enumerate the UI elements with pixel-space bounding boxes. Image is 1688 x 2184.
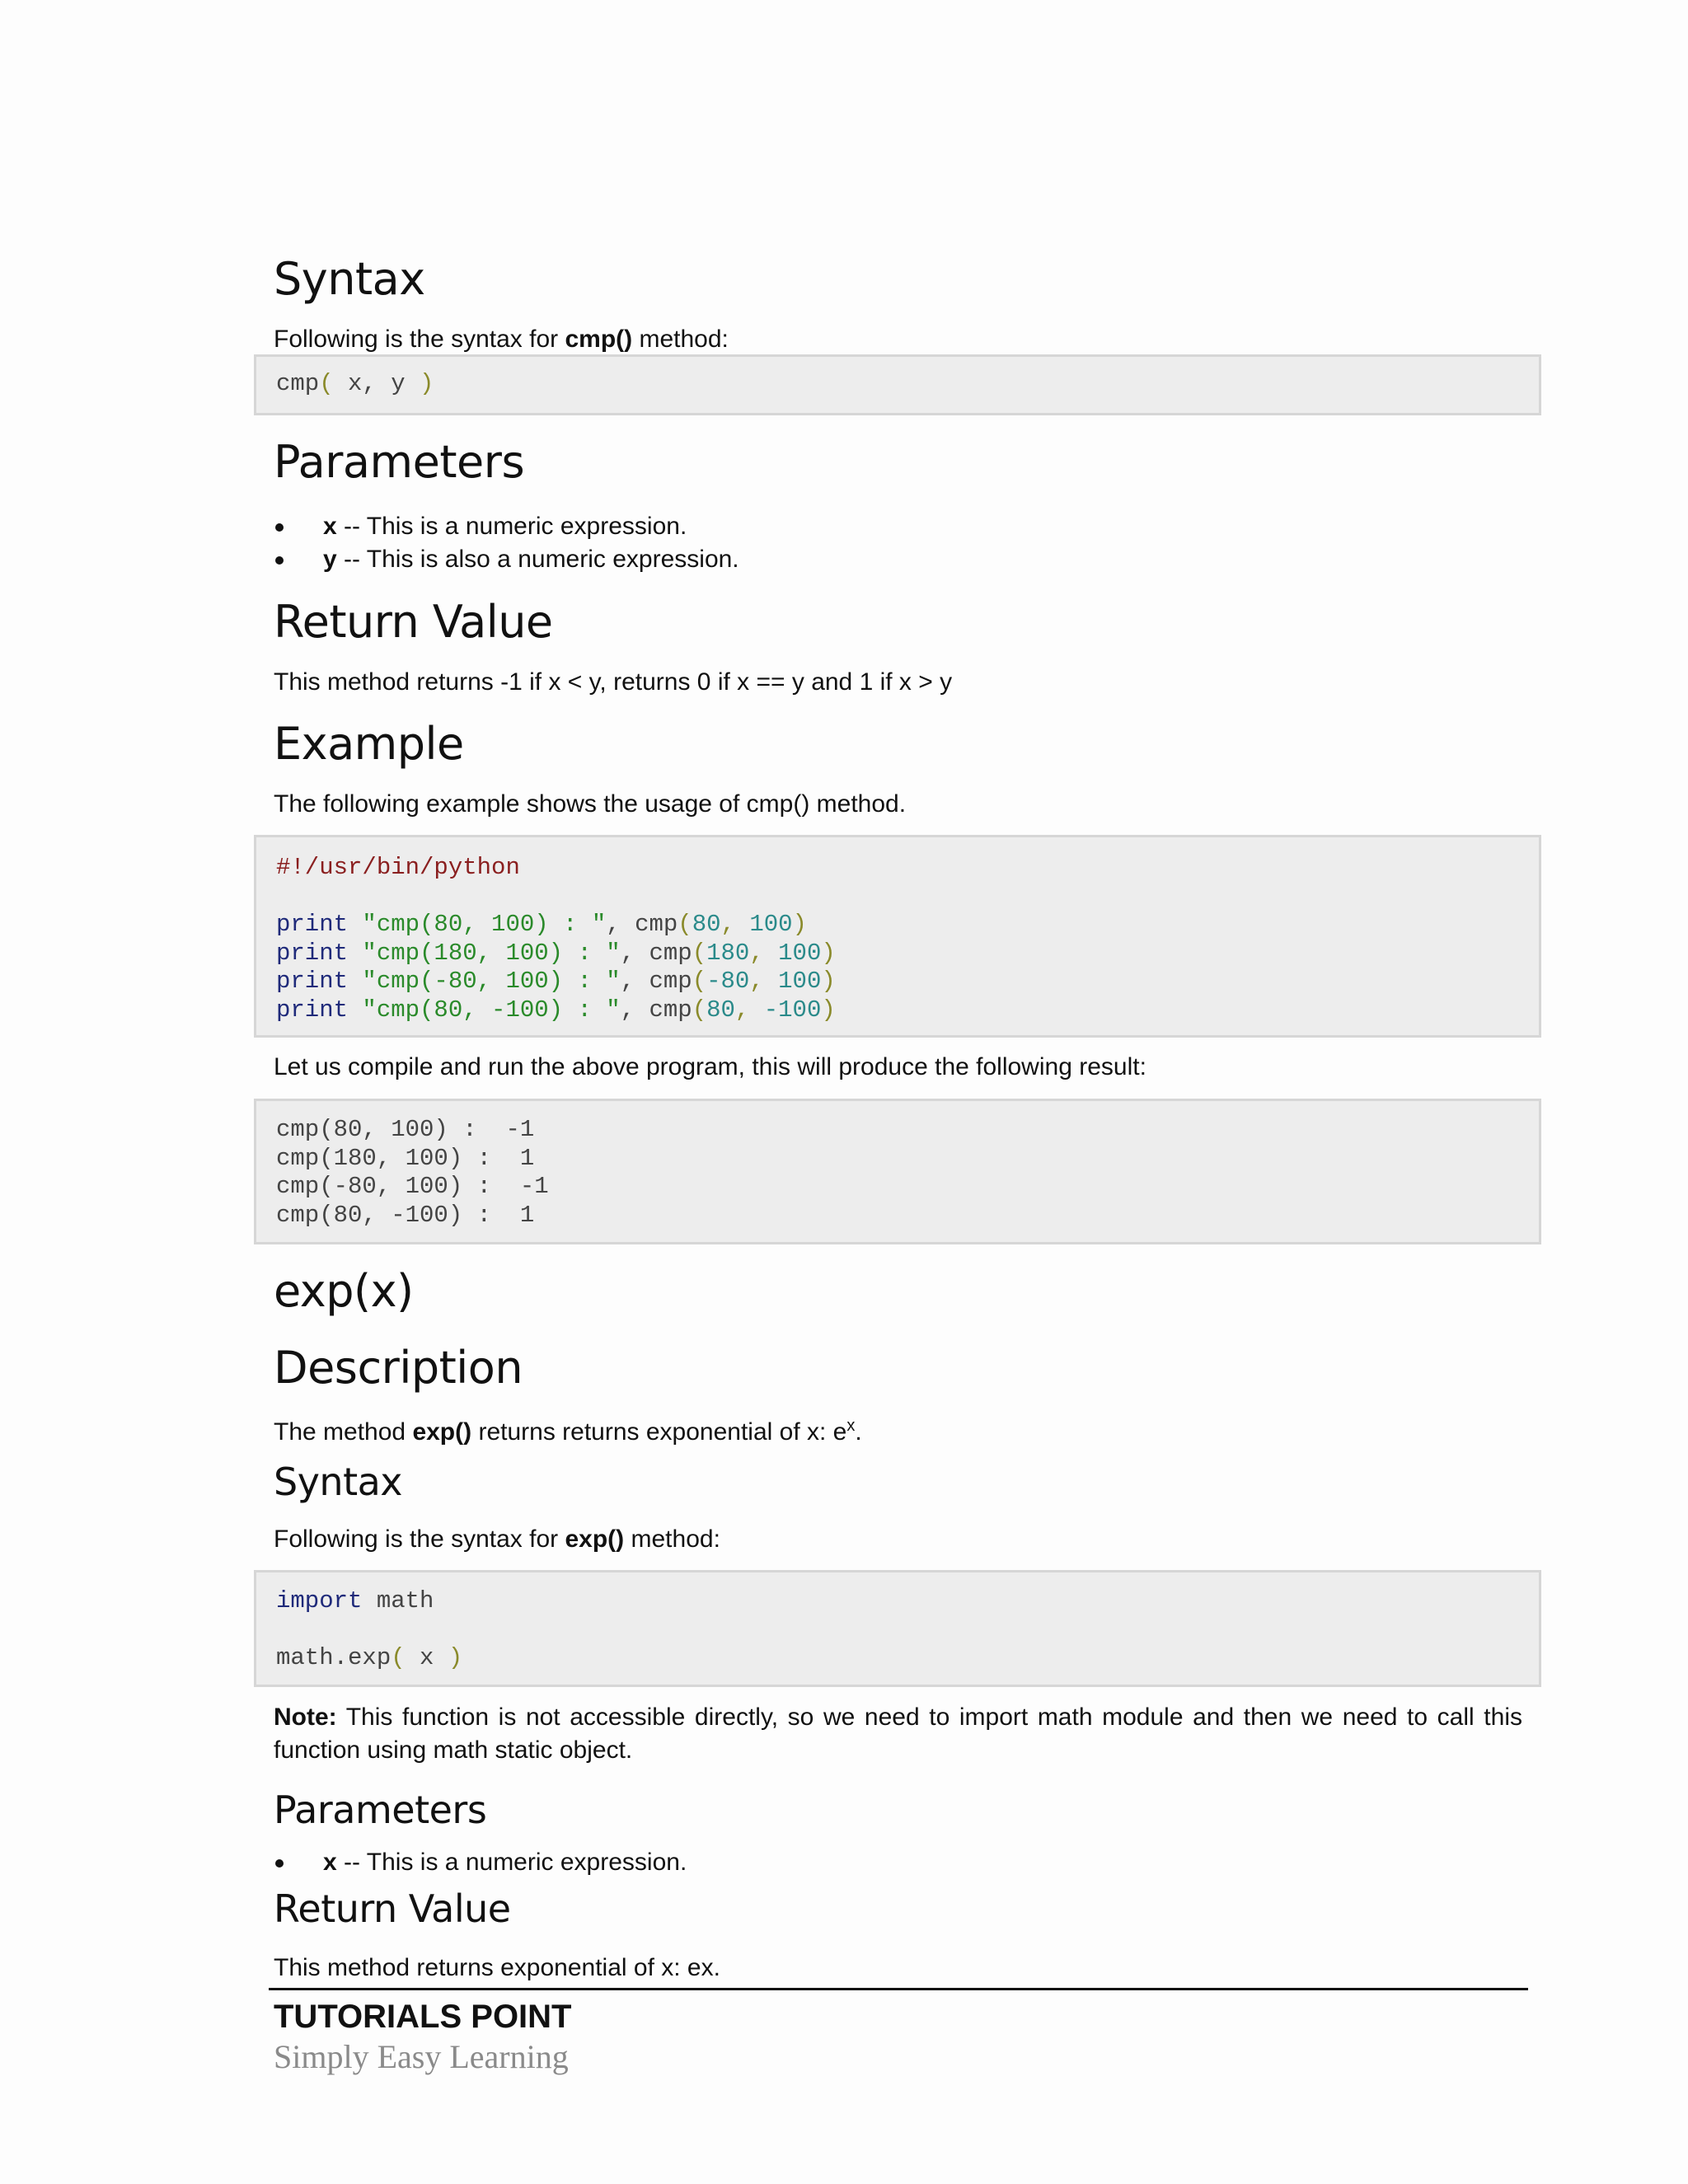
cmp-example-intro: The following example shows the usage of cmp() method. <box>274 790 907 818</box>
cmp-syntax-code: cmp( x, y ) <box>276 370 434 397</box>
list-item: y -- This is also a numeric expression. <box>274 543 739 576</box>
cmp-example-code-block <box>254 835 1541 1038</box>
exp-title: exp(x) <box>274 1265 414 1317</box>
exp-return-heading: Return Value <box>274 1886 511 1931</box>
cmp-example-code: #!/usr/bin/python print "cmp(80, 100) : ", cmp(80, 100) print "cmp(180, 100) : ", cmp(180, 100) print "cmp(-80, 100) : ", cmp(-80, 100) print "cmp(80, -100) : ", cmp(80, -100) <box>276 854 836 1024</box>
cmp-return-heading: Return Value <box>274 596 553 648</box>
bullet-icon <box>275 523 284 532</box>
list-item: x -- This is a numeric expression. <box>274 1846 687 1879</box>
exp-return-text: This method returns exponential of x: ex. <box>274 1954 720 1981</box>
bullet-icon <box>275 1859 284 1868</box>
exp-parameters-heading: Parameters <box>274 1788 487 1832</box>
exp-parameters-list <box>274 1846 687 1879</box>
cmp-syntax-intro: Following is the syntax for cmp() method: <box>274 326 729 353</box>
footer-tagline: Simply Easy Learning <box>274 2038 569 2075</box>
list-item: x -- This is a numeric expression. <box>274 510 739 543</box>
cmp-result-intro: Let us compile and run the above program, this will produce the following result: <box>274 1053 1146 1080</box>
exp-description-text: The method exp() returns returns exponential of x: $e^x$. <box>274 1417 862 1446</box>
footer-brand: TUTORIALS POINT <box>274 1999 572 2035</box>
bullet-icon <box>275 556 284 565</box>
exp-note: Note: This function is not accessible directly, so we need to import math module and then we need to call this function using math static object. <box>274 1704 1522 1764</box>
cmp-result-code-block <box>254 1099 1541 1244</box>
exp-syntax-code-block <box>254 1570 1541 1687</box>
cmp-parameters-list <box>274 510 739 576</box>
exp-description-heading: Description <box>274 1342 523 1394</box>
cmp-syntax-heading: Syntax <box>274 253 425 305</box>
exp-syntax-intro: Following is the syntax for exp() method: <box>274 1526 720 1553</box>
footer-divider <box>269 1988 1528 1990</box>
cmp-result-code: cmp(80, 100) : -1 cmp(180, 100) : 1 cmp(-80, 100) : -1 cmp(80, -100) : 1 <box>276 1116 549 1229</box>
cmp-return-text: This method returns -1 if x < y, returns 0 if x == y and 1 if x > y <box>274 668 953 696</box>
exp-syntax-code: import math math.exp( x ) <box>276 1587 463 1671</box>
cmp-example-heading: Example <box>274 718 464 770</box>
exp-syntax-heading: Syntax <box>274 1460 403 1504</box>
cmp-syntax-code-block <box>254 354 1541 415</box>
cmp-parameters-heading: Parameters <box>274 436 525 488</box>
